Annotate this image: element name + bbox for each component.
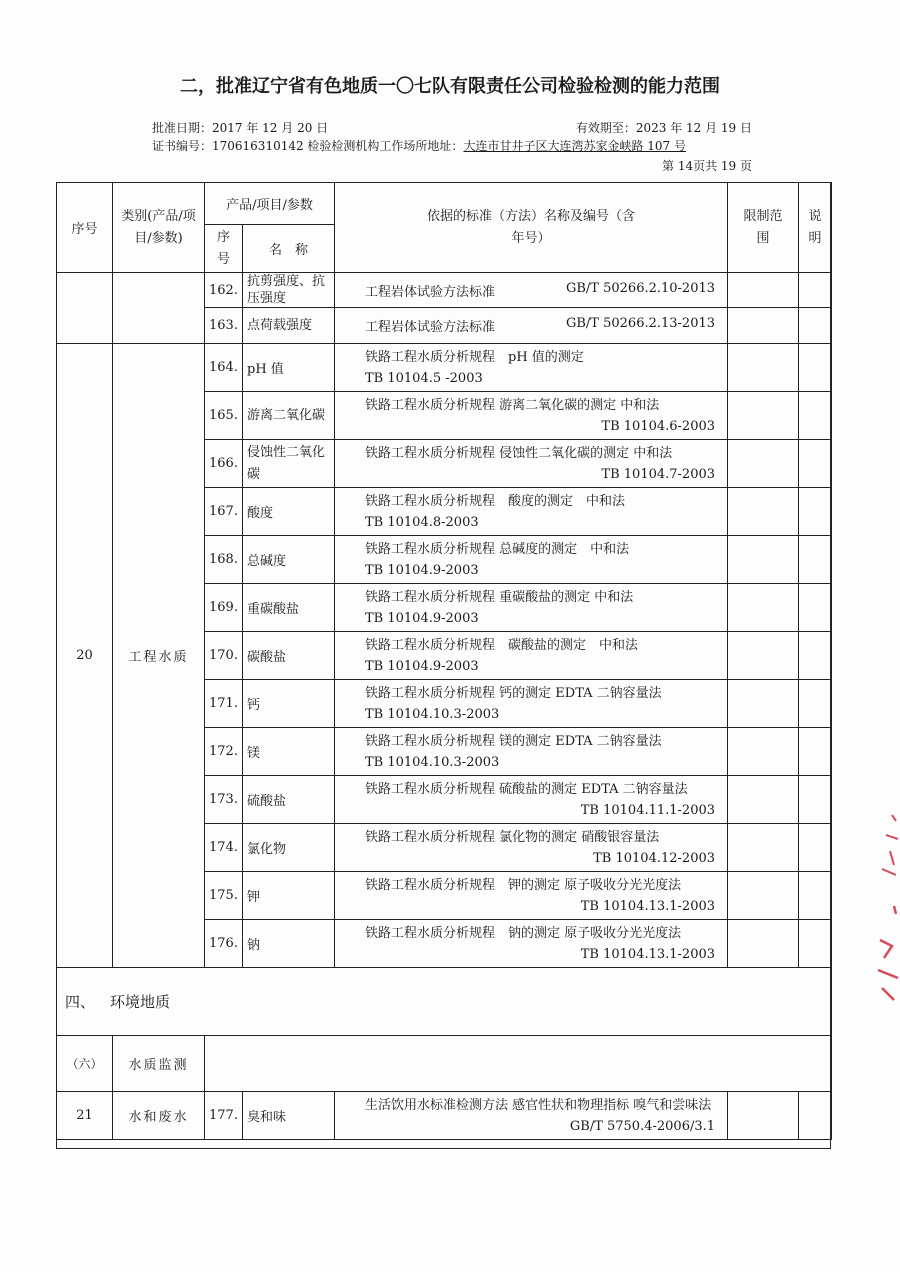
item-name: 抗剪强度、抗压强度 xyxy=(243,273,335,308)
standard-code: TB 10104.8-2003 xyxy=(365,514,479,530)
header-standard: 依据的标准（方法）名称及编号（含年号） xyxy=(335,183,728,273)
standard-text: 工程岩体试验方法标准 xyxy=(365,320,496,335)
item-no: 167. xyxy=(205,488,243,536)
item-name: 点荷载强度 xyxy=(243,308,335,344)
seal-fragment-upper xyxy=(872,805,900,885)
group-seq: 20 xyxy=(57,344,113,968)
item-name: pH 值 xyxy=(243,344,335,392)
standard-code: TB 10104.5 -2003 xyxy=(365,370,483,386)
standard-text: 铁路工程水质分析规程 钙的测定 EDTA 二钠容量法 xyxy=(365,685,662,701)
standard-text: 工程岩体试验方法标准 xyxy=(365,284,496,300)
item-name: 总碱度 xyxy=(243,536,335,584)
standard-text: 铁路工程水质分析规程 酸度的测定 中和法 xyxy=(365,493,626,509)
standard-code: TB 10104.9-2003 xyxy=(365,610,479,626)
standard-code: GB/T 50266.2.10-2013 xyxy=(565,280,716,296)
item-no: 164. xyxy=(205,344,243,392)
item-name: 臭和味 xyxy=(243,1092,335,1140)
item-no: 173. xyxy=(205,776,243,824)
standard-code: TB 10104.11.1-2003 xyxy=(580,802,716,818)
standard-text: 铁路工程水质分析规程 碳酸盐的测定 中和法 xyxy=(365,637,639,653)
standard-text: 铁路工程水质分析规程 重碳酸盐的测定 中和法 xyxy=(365,589,634,605)
address: 大连市甘井子区大连湾苏家金峡路 107 号 xyxy=(463,139,686,153)
item-name: 酸度 xyxy=(243,488,335,536)
standard-text: 铁路工程水质分析规程 硫酸盐的测定 EDTA 二钠容量法 xyxy=(365,781,688,797)
group-category: 水和废水 xyxy=(113,1092,205,1140)
approval-date: 批准日期：2017 年 12 月 20 日 xyxy=(152,121,329,135)
item-no: 168. xyxy=(205,536,243,584)
section-label: 四、 xyxy=(65,993,96,1011)
item-name: 侵蚀性二氧化碳 xyxy=(243,440,335,488)
page-number: 第 14页共 19 页 xyxy=(662,159,752,173)
item-no: 177. xyxy=(205,1092,243,1140)
header-seq: 序号 xyxy=(57,183,113,273)
item-name: 钙 xyxy=(243,680,335,728)
standard-text: 铁路工程水质分析规程 游离二氧化碳的测定 中和法 xyxy=(365,397,660,413)
header-category: 类别(产品/项目/参数) xyxy=(113,183,205,273)
standard-text: 铁路工程水质分析规程 侵蚀性二氧化碳的测定 中和法 xyxy=(365,445,673,461)
valid-until: 有效期至：2023 年 12 月 19 日 xyxy=(575,121,752,135)
item-no: 163. xyxy=(205,308,243,344)
standard-text: 铁路工程水质分析规程 钠的测定 原子吸收分光光度法 xyxy=(365,925,682,941)
subsection-name: 水质监测 xyxy=(113,1036,205,1092)
header-item-name: 名 称 xyxy=(243,225,335,273)
header-note: 说明 xyxy=(799,183,832,273)
standard-code: GB/T 50266.2.13-2013 xyxy=(565,316,716,331)
header-product: 产品/项目/参数 xyxy=(205,183,335,225)
standard-code: TB 10104.13.1-2003 xyxy=(580,898,716,914)
section-name: 环境地质 xyxy=(110,993,171,1011)
standard-text: 铁路工程水质分析规程 镁的测定 EDTA 二钠容量法 xyxy=(365,733,662,749)
item-no: 174. xyxy=(205,824,243,872)
item-no: 165. xyxy=(205,392,243,440)
certificate-label: 证书编号：170616310142 检验检测机构工作场所地址： xyxy=(152,139,464,153)
standard-code: TB 10104.7-2003 xyxy=(601,466,716,482)
standard-text: 铁路工程水质分析规程 pH 值的测定 xyxy=(365,349,584,365)
standard-code: TB 10104.9-2003 xyxy=(365,658,479,674)
item-name: 重碳酸盐 xyxy=(243,584,335,632)
page-title: 二，批准辽宁省有色地质一〇七队有限责任公司检验检测的能力范围 xyxy=(180,76,720,97)
item-no: 171. xyxy=(205,680,243,728)
standard-code: TB 10104.10.3-2003 xyxy=(365,706,500,722)
item-name: 钠 xyxy=(243,920,335,968)
item-no: 170. xyxy=(205,632,243,680)
standard-code: TB 10104.9-2003 xyxy=(365,562,479,578)
standard-code: TB 10104.6-2003 xyxy=(601,418,716,434)
standard-code: TB 10104.13.1-2003 xyxy=(580,946,716,962)
item-no: 172. xyxy=(205,728,243,776)
group-category: 工程水质 xyxy=(113,344,205,968)
item-no: 169. xyxy=(205,584,243,632)
seal-fragment-lower xyxy=(872,900,900,1010)
item-name: 钾 xyxy=(243,872,335,920)
standard-code: GB/T 5750.4-2006/3.1 xyxy=(569,1118,716,1134)
page-frame xyxy=(56,182,831,1149)
item-no: 162. xyxy=(205,273,243,308)
item-no: 176. xyxy=(205,920,243,968)
header-item-no: 序号 xyxy=(205,225,243,273)
standard-code: TB 10104.12-2003 xyxy=(593,850,716,866)
item-name: 游离二氧化碳 xyxy=(243,392,335,440)
subsection-label: （六） xyxy=(57,1036,113,1092)
standard-text: 铁路工程水质分析规程 氯化物的测定 硝酸银容量法 xyxy=(365,829,660,845)
standard-text: 生活饮用水标准检测方法 感官性状和物理指标 嗅气和尝味法 xyxy=(365,1097,712,1113)
standard-code: TB 10104.10.3-2003 xyxy=(365,754,500,770)
header-limit: 限制范围 xyxy=(728,183,799,273)
group-seq: 21 xyxy=(57,1092,113,1140)
item-name: 氯化物 xyxy=(243,824,335,872)
certificate-line xyxy=(152,137,686,154)
item-name: 硫酸盐 xyxy=(243,776,335,824)
item-no: 175. xyxy=(205,872,243,920)
item-name: 镁 xyxy=(243,728,335,776)
standard-text: 铁路工程水质分析规程 钾的测定 原子吸收分光光度法 xyxy=(365,877,682,893)
item-no: 166. xyxy=(205,440,243,488)
standard-text: 铁路工程水质分析规程 总碱度的测定 中和法 xyxy=(365,541,630,557)
item-name: 碳酸盐 xyxy=(243,632,335,680)
